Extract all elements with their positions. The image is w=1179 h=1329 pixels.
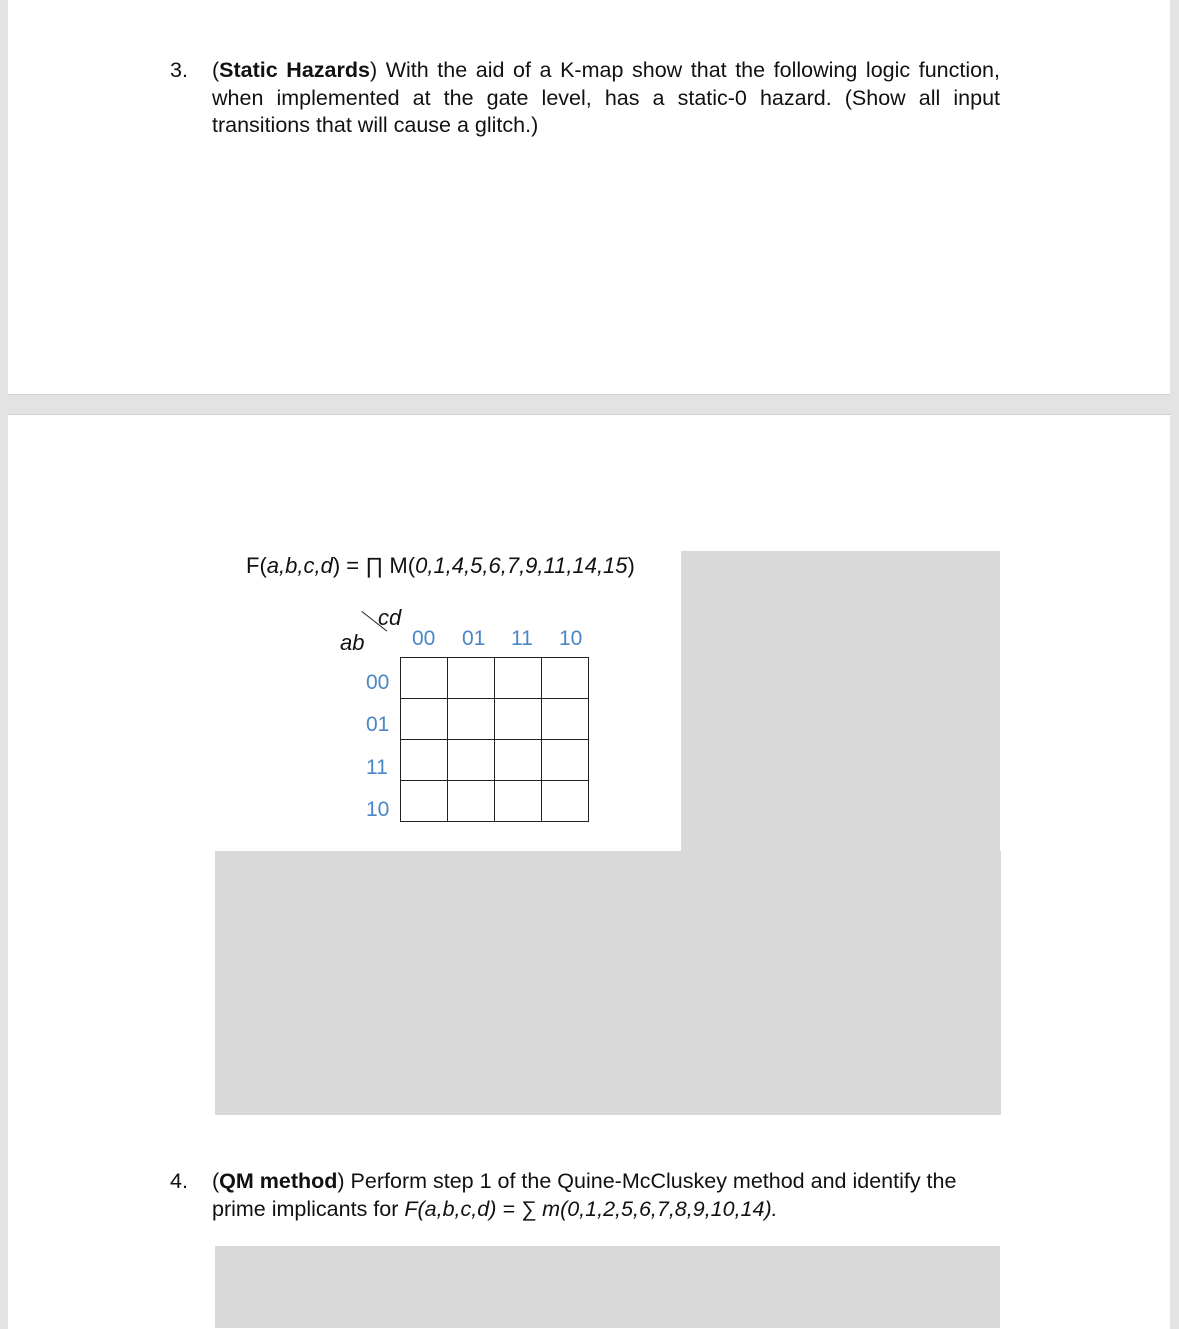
problem-4-expression: F(a,b,c,d) = ∑ m(0,1,2,5,6,7,8,9,10,14). (404, 1196, 778, 1221)
kmap-cell[interactable] (448, 658, 495, 699)
problem-3-text: (Static Hazards) With the aid of a K-map show that the following logic function, when implemented at the gate level, has a static-0 hazard. (Show all input transitions that will cause a glitch.) (212, 58, 1000, 137)
kmap-cell[interactable] (542, 740, 589, 781)
kmap-row-header: 11 (366, 756, 388, 779)
kmap-cell[interactable] (542, 781, 589, 822)
kmap-col-header: 01 (462, 627, 486, 650)
kmap-col-header: 00 (412, 627, 436, 650)
problem-3-title: Static Hazards (219, 58, 370, 82)
kmap-col-header: 11 (511, 627, 533, 650)
kmap-row (401, 699, 589, 740)
problem-4-text: (QM method) Perform step 1 of the Quine-McCluskey method and identify the prime implicants for F(a,b,c,d) = ∑ m(0,1,2,5,6,7,8,9,10,14). (212, 1169, 957, 1221)
kmap-row-header: 10 (366, 798, 390, 821)
kmap-row (401, 658, 589, 699)
kmap-row-variable: ab (340, 630, 365, 655)
problem-3-number: 3. (170, 58, 188, 82)
kmap-cell[interactable] (495, 740, 542, 781)
problem-4-number: 4. (170, 1169, 188, 1193)
kmap-cell[interactable] (401, 658, 448, 699)
kmap-cell[interactable] (448, 699, 495, 740)
kmap-cell[interactable] (448, 740, 495, 781)
kmap-cell[interactable] (495, 699, 542, 740)
kmap-cell[interactable] (542, 658, 589, 699)
problem-4-title: QM method (219, 1169, 338, 1193)
kmap-row-header: 00 (366, 671, 390, 694)
answer-area-problem-4 (215, 1246, 1000, 1328)
kmap-cell[interactable] (401, 699, 448, 740)
kmap-cell[interactable] (401, 781, 448, 822)
kmap-cell[interactable] (448, 781, 495, 822)
kmap-cell[interactable] (401, 740, 448, 781)
kmap-cell[interactable] (495, 658, 542, 699)
kmap-row (401, 740, 589, 781)
kmap-row (401, 781, 589, 822)
answer-area-main (215, 851, 1001, 1115)
problem-4 (170, 1168, 1000, 1223)
kmap-col-header: 10 (559, 627, 583, 650)
answer-area-right (681, 551, 1000, 851)
kmap-cell[interactable] (542, 699, 589, 740)
kmap-row-header: 01 (366, 713, 390, 736)
kmap-cell[interactable] (495, 781, 542, 822)
problem-3 (170, 57, 1000, 140)
kmap-column-variable: cd (378, 605, 402, 630)
function-definition: F(a,b,c,d) = ∏ M(0,1,4,5,6,7,9,11,14,15) (246, 553, 635, 578)
kmap-grid (400, 657, 589, 822)
